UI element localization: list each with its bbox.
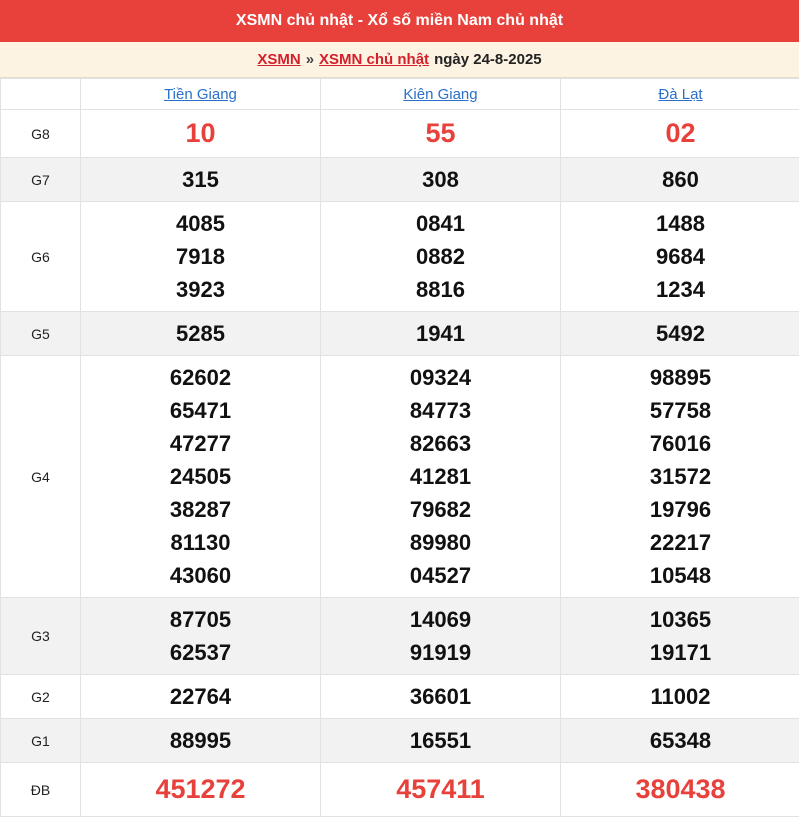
prize-number: 22764 [169,684,232,709]
prize-cell [321,719,561,763]
prize-row [1,356,799,598]
prize-label: G5 [1,312,81,356]
prize-label: G2 [1,675,81,719]
prize-number: 36601 [409,684,472,709]
prize-number: 55 [425,118,456,148]
prize-label: G6 [1,202,81,312]
prize-cell [81,763,321,817]
prize-number: 0841 [416,211,465,236]
prize-cell [81,675,321,719]
prize-number: 0882 [416,244,465,269]
prize-cell [561,719,799,763]
prize-cell [561,312,799,356]
province-header-cell [81,79,321,110]
prize-row [1,312,799,356]
prize-number: 62537 [169,640,232,665]
prize-number: 10548 [649,563,712,588]
prize-row [1,110,799,158]
prize-number: 5285 [176,321,225,346]
prize-cell [81,598,321,675]
prize-number: 81130 [170,530,231,555]
prize-cell [321,110,561,158]
prize-number: 8816 [416,277,465,302]
prize-number: 1941 [416,321,465,346]
prize-number: 14069 [409,607,472,632]
prize-number: 04527 [409,563,472,588]
prize-row [1,158,799,202]
prize-number: 1234 [656,277,705,302]
prize-cell [321,158,561,202]
province-header-cell [561,79,799,110]
prize-number: 31572 [649,464,712,489]
breadcrumb-link-xsmn[interactable]: XSMN [257,51,301,68]
prize-cell [321,598,561,675]
prize-row [1,598,799,675]
prize-number: 84773 [409,398,472,423]
prize-cell [561,158,799,202]
prize-cell [321,675,561,719]
prize-cell [321,763,561,817]
prize-number: 91919 [409,640,472,665]
prize-number: 10365 [649,607,712,632]
prize-cell [561,356,799,598]
prize-number: 24505 [169,464,232,489]
breadcrumb-link-xsmn-sunday[interactable]: XSMN chủ nhật [319,51,430,68]
page-title: XSMN chủ nhật - Xổ số miền Nam chủ nhật [235,12,564,29]
prize-number: 88995 [169,728,232,753]
prize-number: 38287 [169,497,232,522]
prize-number: 451272 [155,774,246,804]
prize-number: 22217 [649,530,712,555]
prize-number: 7918 [176,244,225,269]
prize-number: 41281 [409,464,472,489]
prize-number: 76016 [649,431,712,456]
prize-cell [321,312,561,356]
prize-row [1,719,799,763]
prize-row [1,763,799,817]
prize-number: 19171 [649,640,712,665]
province-header-row [1,79,799,110]
prize-cell [81,202,321,312]
prize-label: G8 [1,110,81,158]
prize-number: 3923 [176,277,225,302]
prize-label: G1 [1,719,81,763]
province-link-da-lat[interactable]: Đà Lạt [658,85,703,103]
prize-cell [321,356,561,598]
prize-number: 457411 [396,774,485,804]
prize-label: G4 [1,356,81,598]
breadcrumb [0,42,799,78]
results-table [0,78,799,817]
prize-cell [321,202,561,312]
prize-cell [81,719,321,763]
prize-row [1,202,799,312]
prize-number: 5492 [656,321,705,346]
prize-number: 65471 [169,398,232,423]
prize-number: 87705 [169,607,232,632]
prize-cell [561,763,799,817]
prize-number: 10 [185,118,216,148]
prize-number: 98895 [649,365,712,390]
prize-number: 11002 [650,684,711,709]
prize-number: 43060 [169,563,232,588]
prize-number: 380438 [635,774,726,804]
prize-cell [81,312,321,356]
prize-number: 19796 [649,497,712,522]
prize-label: G7 [1,158,81,202]
prize-number: 1488 [656,211,705,236]
prize-cell [561,202,799,312]
province-link-kien-giang[interactable]: Kiên Giang [403,85,478,103]
prize-number: 02 [665,118,696,148]
prize-cell [561,675,799,719]
prize-row [1,675,799,719]
prize-cell [81,110,321,158]
prize-label: G3 [1,598,81,675]
prize-number: 47277 [169,431,232,456]
prize-label: ĐB [1,763,81,817]
header-empty-cell [1,79,81,110]
prize-cell [561,110,799,158]
prize-number: 62602 [169,365,232,390]
prize-number: 4085 [176,211,225,236]
prize-number: 9684 [656,244,705,269]
prize-number: 860 [662,167,699,192]
prize-number: 65348 [649,728,712,753]
prize-cell [561,598,799,675]
prize-number: 79682 [409,497,472,522]
prize-number: 09324 [409,365,472,390]
province-header-cell [321,79,561,110]
prize-number: 89980 [409,530,472,555]
breadcrumb-date: ngày 24-8-2025 [434,51,542,68]
prize-cell [81,158,321,202]
breadcrumb-separator: » [305,51,315,68]
page-header [0,0,799,42]
prize-number: 82663 [409,431,472,456]
province-link-tien-giang[interactable]: Tiền Giang [164,85,237,103]
prize-number: 308 [422,167,459,192]
prize-number: 315 [182,167,219,192]
prize-number: 57758 [649,398,712,423]
prize-number: 16551 [409,728,472,753]
prize-cell [81,356,321,598]
